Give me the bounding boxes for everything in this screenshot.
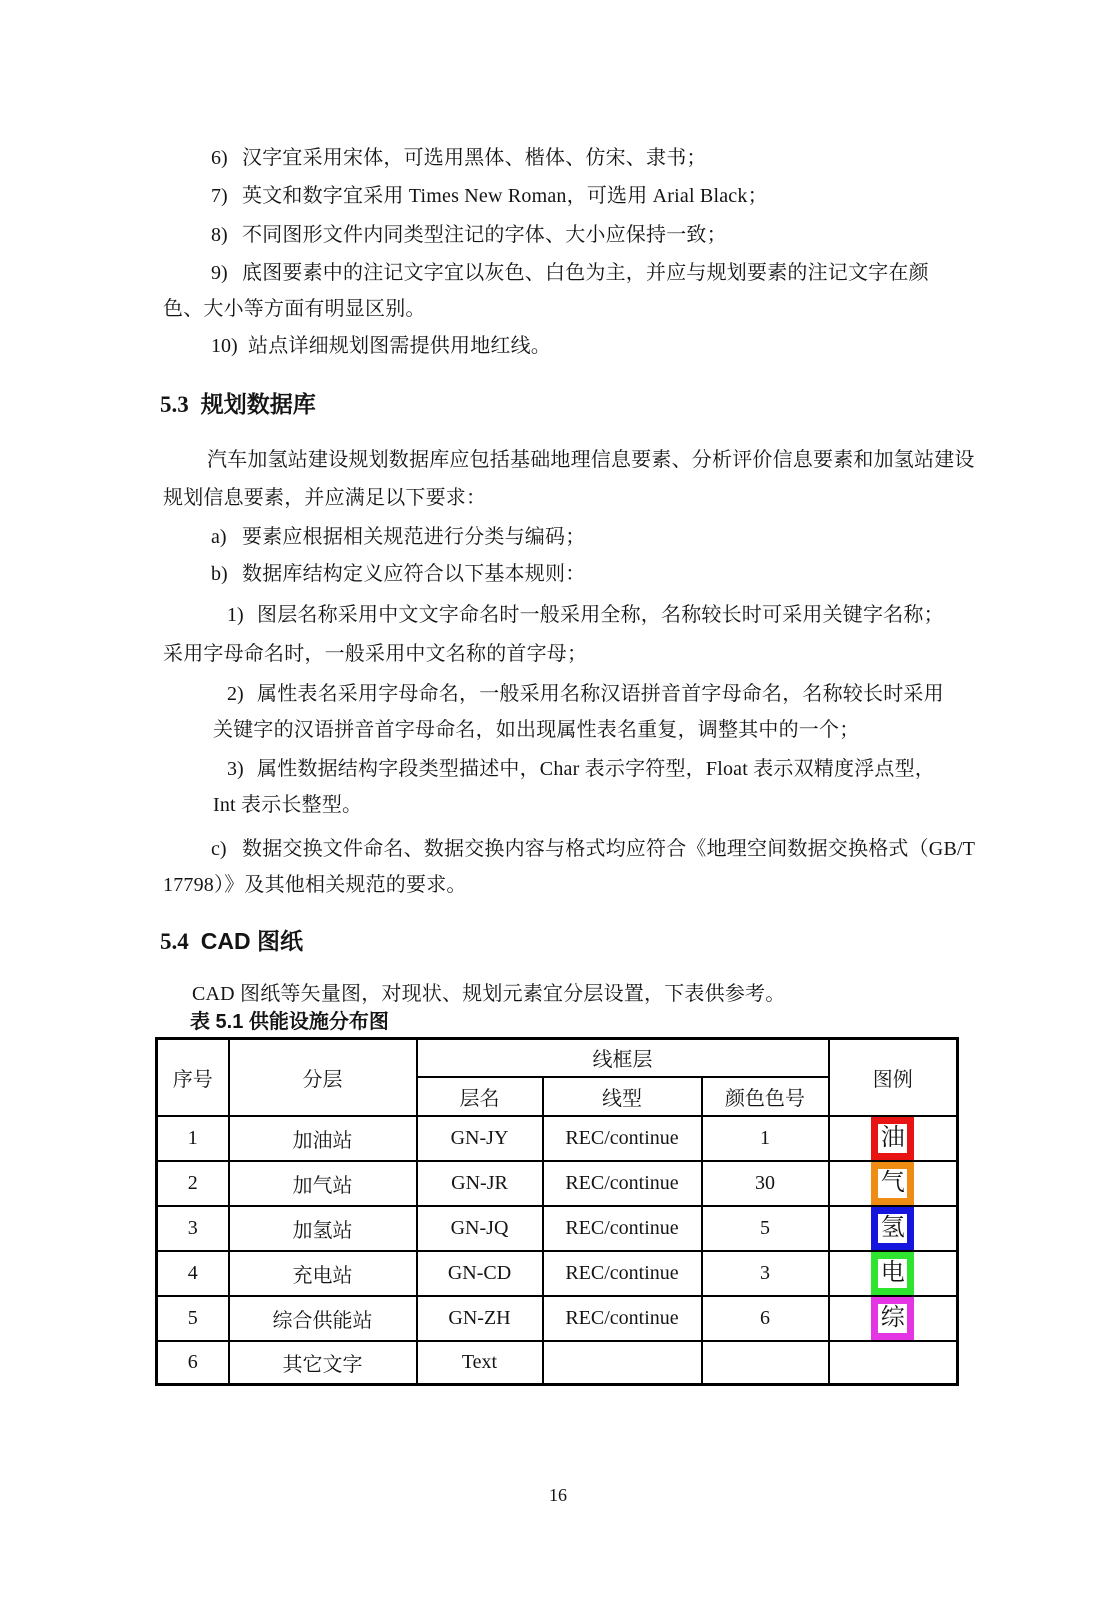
cell-layer: 综合供能站: [229, 1296, 417, 1341]
col-header-legend: 图例: [829, 1039, 958, 1116]
table-row: [157, 1116, 958, 1161]
col-header-layer-name: 层名: [417, 1077, 543, 1116]
col-header-seq: 序号: [157, 1039, 229, 1116]
cell-legend: [829, 1161, 958, 1206]
list-marker: 9): [211, 262, 228, 284]
cell-line-type: [543, 1341, 702, 1385]
col-header-frame-group: 线框层: [417, 1039, 829, 1077]
list-item-text: 汉字宜采用宋体，可选用黑体、楷体、仿宋、隶书；: [242, 147, 707, 169]
cell-line-type: REC/continue: [543, 1296, 702, 1341]
table-caption: 表 5.1 供能设施分布图: [190, 1011, 389, 1033]
cell-seq: 2: [157, 1161, 229, 1206]
cell-line-type: REC/continue: [543, 1206, 702, 1251]
sublist-marker: 2): [227, 683, 244, 705]
list-item-text: 英文和数字宜采用 Times New Roman，可选用 Arial Black；: [242, 185, 768, 207]
table-header-row: [157, 1039, 958, 1077]
list-marker: b): [211, 563, 228, 585]
section-number: 5.4: [160, 929, 189, 954]
table-row: [157, 1251, 958, 1296]
legend-swatch-oil: 油: [871, 1117, 914, 1160]
list-item-text: 不同图形文件内同类型注记的字体、大小应保持一致；: [242, 224, 727, 246]
cell-legend: [829, 1296, 958, 1341]
list-marker: 6): [211, 147, 228, 169]
cell-line-type: REC/continue: [543, 1116, 702, 1161]
col-header-line-type: 线型: [543, 1077, 702, 1116]
list-item-text: 底图要素中的注记文字宜以灰色、白色为主，并应与规划要素的注记文字在颜: [242, 262, 929, 284]
table-row: [157, 1341, 958, 1385]
cell-color-code: 30: [702, 1161, 829, 1206]
cell-color-code: 5: [702, 1206, 829, 1251]
cell-layer: 加油站: [229, 1116, 417, 1161]
list-item-text: 要素应根据相关规范进行分类与编码；: [242, 526, 586, 548]
cell-layer-name: GN-JQ: [417, 1206, 543, 1251]
facility-layer-table: [155, 1037, 959, 1386]
cell-seq: 6: [157, 1341, 229, 1385]
list-marker: a): [211, 526, 227, 548]
sublist-marker: 3): [227, 758, 244, 780]
legend-swatch-hydrogen: 氢: [871, 1207, 914, 1250]
list-item-text: 站点详细规划图需提供用地红线。: [248, 335, 551, 357]
col-header-layer: 分层: [229, 1039, 417, 1116]
list-item-text: 数据库结构定义应符合以下基本规则：: [242, 563, 586, 585]
cell-legend: [829, 1206, 958, 1251]
legend-swatch-electric: 电: [871, 1252, 914, 1295]
cell-layer-name: Text: [417, 1341, 543, 1385]
cell-seq: 5: [157, 1296, 229, 1341]
cell-seq: 1: [157, 1116, 229, 1161]
col-header-color-code: 颜色色号: [702, 1077, 829, 1116]
cell-layer: 其它文字: [229, 1341, 417, 1385]
cell-seq: 3: [157, 1206, 229, 1251]
table-row: [157, 1206, 958, 1251]
list-item-text: 数据交换文件命名、数据交换内容与格式均应符合《地理空间数据交换格式（GB/T: [242, 838, 976, 860]
cell-layer-name: GN-JR: [417, 1161, 543, 1206]
paragraph-line: 规划信息要素，并应满足以下要求：: [163, 487, 487, 509]
cell-seq: 4: [157, 1251, 229, 1296]
cell-line-type: REC/continue: [543, 1251, 702, 1296]
cell-legend: [829, 1251, 958, 1296]
section-title: 规划数据库: [200, 391, 316, 417]
cell-layer-name: GN-ZH: [417, 1296, 543, 1341]
table-row: [157, 1296, 958, 1341]
list-marker: c): [211, 838, 227, 860]
legend-swatch-gas: 气: [871, 1162, 914, 1205]
cell-color-code: 3: [702, 1251, 829, 1296]
cell-legend: [829, 1116, 958, 1161]
paragraph-line: CAD 图纸等矢量图，对现状、规划元素宜分层设置，下表供参考。: [192, 983, 786, 1005]
list-item-text-continuation: 17798）》及其他相关规范的要求。: [163, 874, 467, 896]
page-number: 16: [549, 1485, 567, 1505]
cell-layer: 加氢站: [229, 1206, 417, 1251]
section-heading-5-3: [160, 389, 316, 420]
sublist-marker: 1): [227, 604, 244, 626]
cell-line-type: REC/continue: [543, 1161, 702, 1206]
cell-legend: [829, 1341, 958, 1385]
cell-color-code: 6: [702, 1296, 829, 1341]
cell-layer-name: GN-JY: [417, 1116, 543, 1161]
cell-color-code: [702, 1341, 829, 1385]
sublist-item-text-continuation: Int 表示长整型。: [213, 794, 363, 816]
sublist-item-text-continuation: 关键字的汉语拼音首字母命名，如出现属性表名重复，调整其中的一个；: [213, 719, 860, 741]
paragraph-line: 汽车加氢站建设规划数据库应包括基础地理信息要素、分析评价信息要素和加氢站建设: [207, 449, 975, 471]
sublist-item-text: 图层名称采用中文文字命名时一般采用全称，名称较长时可采用关键字名称；: [257, 604, 944, 626]
cell-layer: 加气站: [229, 1161, 417, 1206]
cell-color-code: 1: [702, 1116, 829, 1161]
cell-layer: 充电站: [229, 1251, 417, 1296]
sublist-item-text: 属性数据结构字段类型描述中，Char 表示字符型，Float 表示双精度浮点型，: [257, 758, 935, 780]
sublist-item-text: 属性表名采用字母命名，一般采用名称汉语拼音首字母命名，名称较长时采用: [257, 683, 944, 705]
sublist-item-text-continuation: 采用字母命名时，一般采用中文名称的首字母；: [163, 643, 588, 665]
section-title: CAD 图纸: [200, 928, 303, 954]
list-marker: 8): [211, 224, 228, 246]
list-item-text-continuation: 色、大小等方面有明显区别。: [163, 298, 426, 320]
legend-swatch-combined: 综: [871, 1297, 914, 1340]
table-row: [157, 1161, 958, 1206]
cell-layer-name: GN-CD: [417, 1251, 543, 1296]
section-number: 5.3: [160, 392, 189, 417]
section-heading-5-4: [160, 926, 303, 957]
list-marker: 7): [211, 185, 228, 207]
list-marker: 10): [211, 335, 238, 357]
